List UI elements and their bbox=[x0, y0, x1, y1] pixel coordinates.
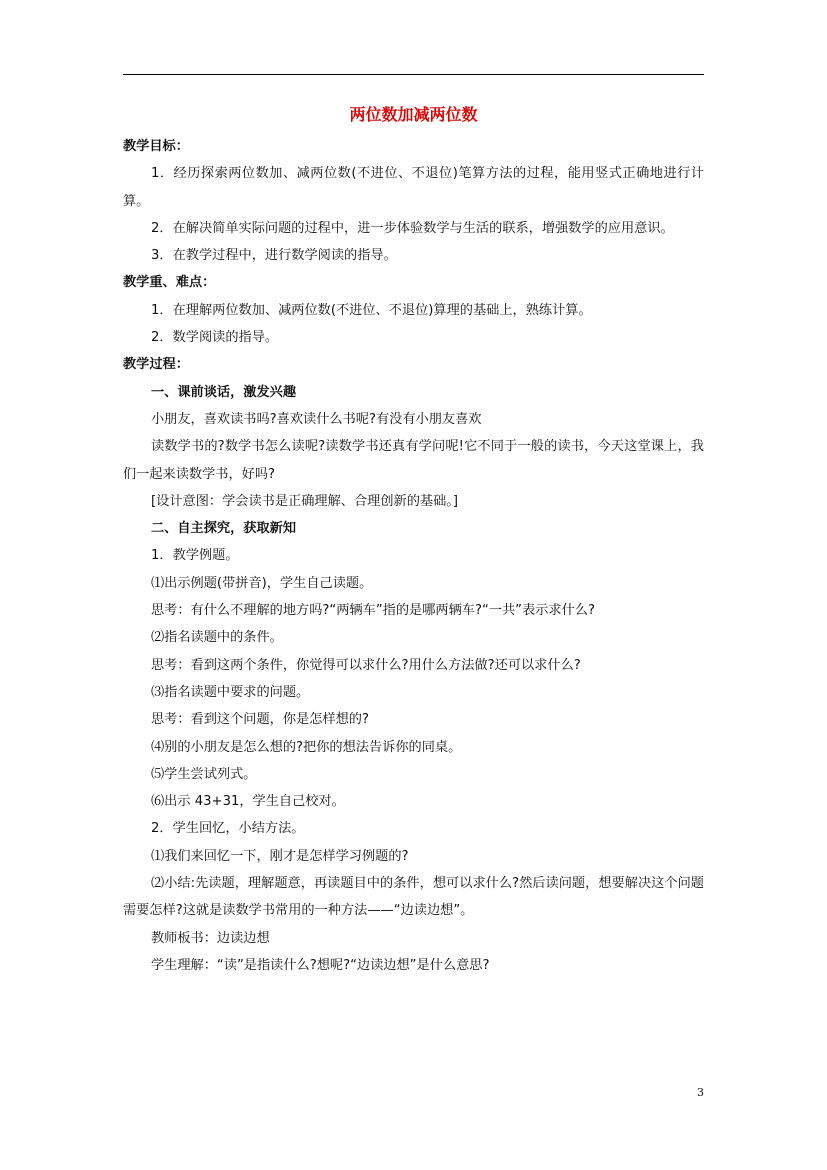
section-heading-key-points: 教学重、难点： bbox=[123, 275, 216, 291]
paragraph: ⑵小结:先读题，理解题意，再读题目中的条件，想可以求什么?然后读问题，想要解决这个问题需要怎样?这就是读数学书常用的一种方法——“边读边想”。 bbox=[123, 876, 704, 919]
paragraph: ⑸学生尝试列式。 bbox=[151, 766, 257, 782]
paragraph: 3．在教学过程中，进行数学阅读的指导。 bbox=[151, 248, 397, 264]
document-title: 两位数加减两位数 bbox=[349, 105, 478, 124]
document-body bbox=[123, 133, 704, 979]
paragraph: 学生理解：“读”是指读什么?想呢?“边读边想”是什么意思? bbox=[151, 957, 490, 973]
paragraph: 教师板书：边读边想 bbox=[151, 930, 270, 946]
paragraph: ⑷别的小朋友是怎么想的?把你的想法告诉你的同桌。 bbox=[151, 739, 462, 755]
paragraph: 1．经历探索两位数加、减两位数(不进位、不退位)笔算方法的过程，能用竖式正确地进行计算。 bbox=[123, 166, 704, 209]
section-heading-process: 教学过程： bbox=[123, 357, 189, 373]
paragraph: 小朋友，喜欢读书吗?喜欢读什么书呢?有没有小朋友喜欢 bbox=[151, 411, 482, 427]
paragraph: 1．在理解两位数加、减两位数(不进位、不退位)算理的基础上，熟练计算。 bbox=[151, 302, 592, 318]
paragraph: 思考：看到这两个条件，你觉得可以求什么?用什么方法做?还可以求什么? bbox=[151, 657, 581, 673]
paragraph: 思考：有什么不理解的地方吗?“两辆车”指的是哪两辆车?“一共”表示求什么? bbox=[151, 603, 595, 619]
paragraph: 读数学书的?数学书怎么读呢?读数学书还真有学问呢!它不同于一般的读书，今天这堂课上，我们一起来读数学书，好吗? bbox=[123, 439, 704, 482]
page-number: 3 bbox=[697, 1086, 704, 1099]
paragraph: ⑵指名读题中的条件。 bbox=[151, 630, 283, 646]
paragraph: ⑴出示例题(带拼音)，学生自己读题。 bbox=[151, 575, 373, 591]
paragraph: 思考：看到这个问题，你是怎样想的? bbox=[151, 712, 369, 728]
paragraph: ⑴我们来回忆一下，刚才是怎样学习例题的? bbox=[151, 848, 409, 864]
paragraph: ⑶指名读题中要求的问题。 bbox=[151, 684, 310, 700]
header-rule bbox=[123, 74, 704, 75]
paragraph: ⑹出示 43+31，学生自己校对。 bbox=[151, 794, 345, 810]
paragraph: 2．在解决简单实际问题的过程中，进一步体验数学与生活的联系，增强数学的应用意识。 bbox=[151, 220, 674, 236]
design-intent-note: [设计意图：学会读书是正确理解、合理创新的基础。] bbox=[151, 493, 459, 509]
paragraph: 2．学生回忆，小结方法。 bbox=[151, 821, 305, 837]
subsection-heading: 一、课前谈话，激发兴趣 bbox=[151, 384, 297, 400]
paragraph: 1．教学例题。 bbox=[151, 548, 239, 564]
paragraph: 2．数学阅读的指导。 bbox=[151, 330, 279, 346]
subsection-heading: 二、自主探究，获取新知 bbox=[151, 521, 297, 537]
section-heading-objectives: 教学目标： bbox=[123, 139, 189, 154]
